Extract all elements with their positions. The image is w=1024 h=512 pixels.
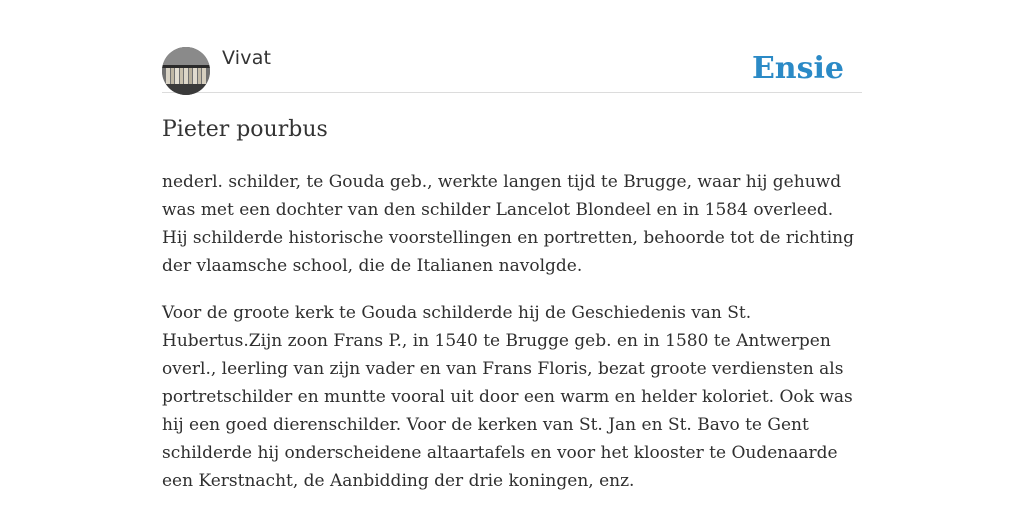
entry-title: Pieter pourbus (162, 117, 328, 142)
entry-body (162, 168, 862, 512)
entry-paragraph: nederl. schilder, te Gouda geb., werkte langen tijd te Brugge, waar hij gehuwd was met een dochter van den schilder Lancelot Blondeel en in 1584 overleed. Hij schilderde historische voorstellingen en portretten, behoorde tot de richting der vlaamsche school, die de Italianen navolgde. (162, 172, 854, 276)
books-avatar-icon (162, 47, 210, 95)
author-name[interactable]: Vivat (222, 47, 272, 69)
author-avatar[interactable] (162, 47, 210, 95)
brand-logo[interactable]: Ensie (751, 51, 844, 86)
entry-paragraph: Voor de groote kerk te Gouda schilderde hij de Geschiedenis van St. Hubertus.Zijn zoon Frans P., in 1540 te Brugge geb. en in 1580 te Antwerpen overl., leerling van zijn vader en van Frans Floris, bezat groote verdiensten als portretschilder en muntte vooral uit door een warm en helder koloriet. Ook was hij een goed dierenschilder. Voor de kerken van St. Jan en St. Bavo te Gent schilderde hij onderscheidene altaartafels en voor het klooster te Oudenaarde een Kerstnacht, de Aanbidding der drie koningen, enz. (162, 303, 853, 491)
header (162, 46, 862, 93)
